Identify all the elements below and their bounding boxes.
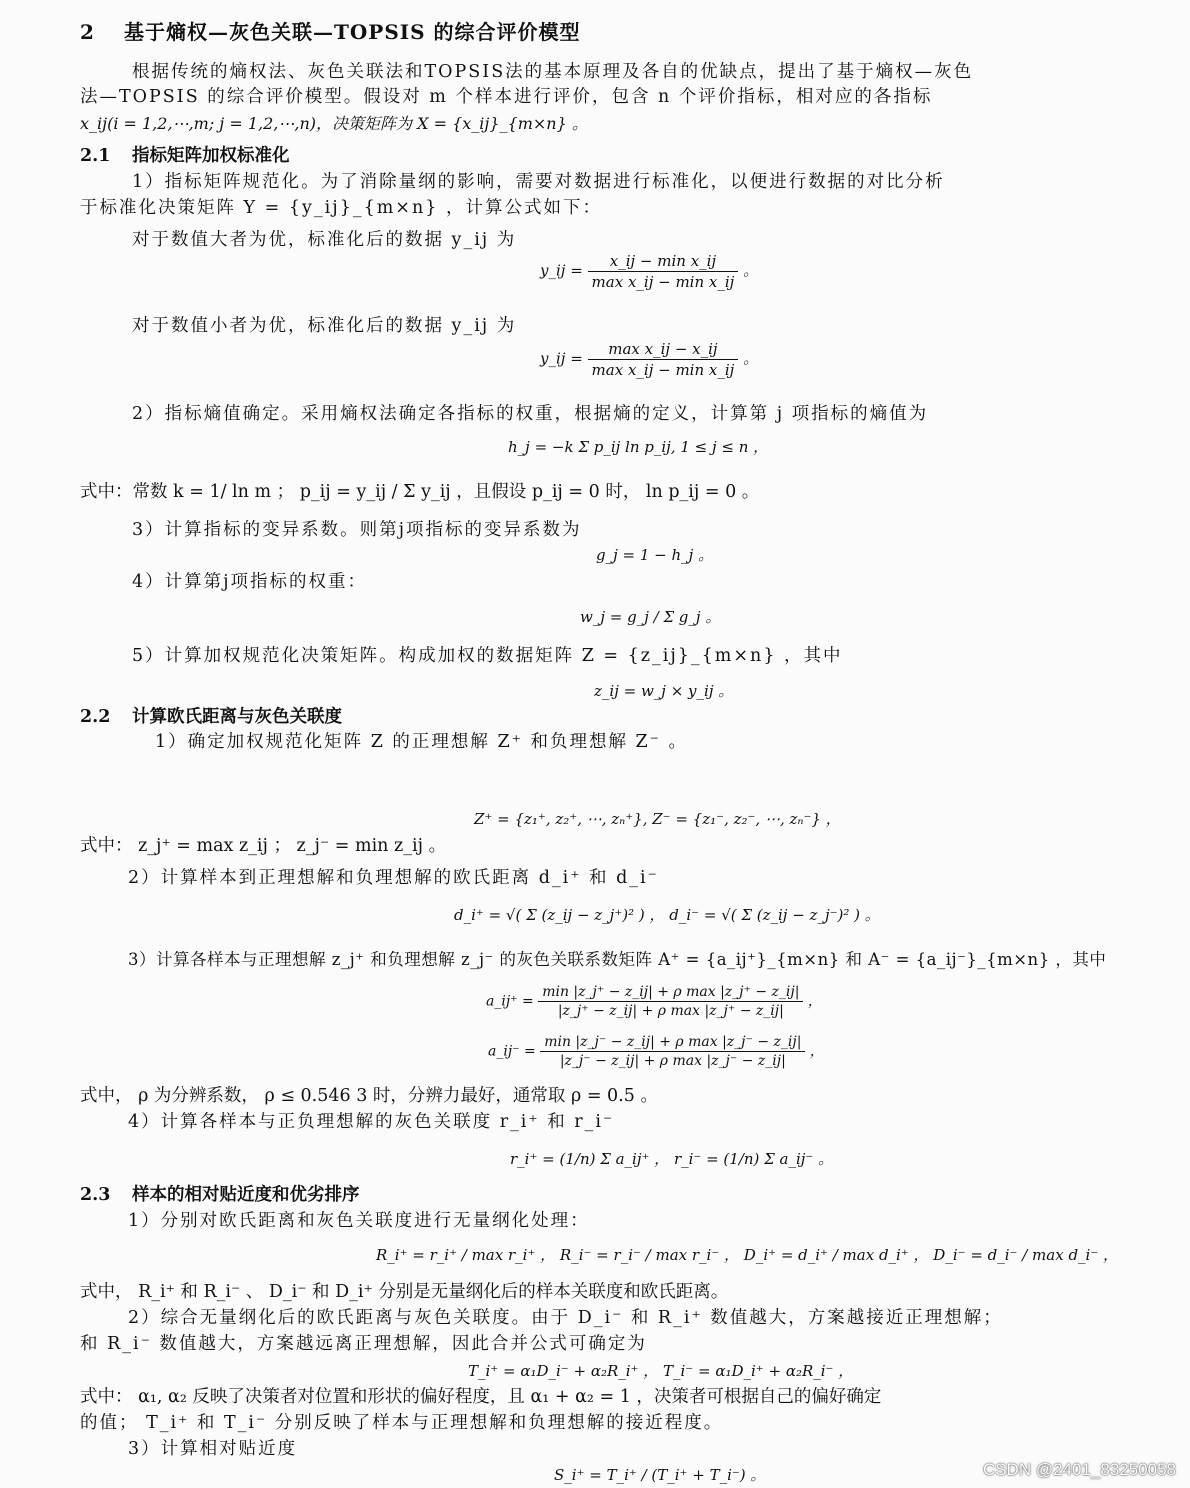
formula-tail: ， — [807, 993, 822, 1010]
formula-grey-minus — [488, 1034, 824, 1069]
paragraph: 对于数值小者为优，标准化后的数据 y_ij 为 — [132, 316, 517, 336]
paragraph: 式中： α₁, α₂ 反映了决策者对位置和形状的偏好程度，且 α₁ + α₂ = 1 ，决策者可根据自己的偏好确定 — [80, 1387, 882, 1407]
formula-fraction — [538, 984, 803, 1019]
formula-grey-plus — [486, 984, 822, 1019]
formula-entropy: h_j = −k Σ p_ij ln p_ij, 1 ≤ j ≤ n ， — [508, 438, 769, 456]
paragraph: 3）计算相对贴近度 — [128, 1439, 298, 1459]
formula-numerator: max x_ij − x_ij — [588, 340, 739, 360]
formula-lhs: a_ij⁻ = — [488, 1043, 536, 1060]
formula-numerator: min |z_j⁻ − z_ij| + ρ max |z_j⁻ − z_ij| — [540, 1034, 805, 1052]
paragraph: 4）计算各样本与正负理想解的灰色关联度 r_i⁺ 和 r_i⁻ — [128, 1112, 615, 1132]
formula-normalize-max — [540, 252, 758, 291]
subsection-title: 指标矩阵加权标准化 — [132, 146, 290, 166]
formula-variation: g_j = 1 − h_j 。 — [596, 546, 714, 564]
subsection-heading-2-3 — [80, 1183, 360, 1207]
paragraph: 式中：常数 k = 1/ ln m ； p_ij = y_ij / Σ y_ij ，且假设 p_ij = 0 时， ln p_ij = 0 。 — [80, 482, 760, 502]
subsection-title: 样本的相对贴近度和优劣排序 — [132, 1185, 360, 1205]
intro-line-1: 根据传统的熵权法、灰色关联法和TOPSIS法的基本原理及各自的优缺点，提出了基于熵权—灰色 — [132, 62, 974, 82]
formula-fraction — [588, 340, 739, 379]
paragraph: 1）指标矩阵规范化。为了消除量纲的影响，需要对数据进行标准化，以便进行数据的对比分析 — [132, 172, 945, 192]
paragraph: 4）计算第j项指标的权重： — [132, 572, 368, 592]
paragraph: 式中， R_i⁺ 和 R_i⁻ 、 D_i⁻ 和 D_i⁺ 分别是无量纲化后的样本关联度和欧氏距离。 — [80, 1282, 729, 1302]
formula-denominator: |z_j⁻ − z_ij| + ρ max |z_j⁻ − z_ij| — [559, 1053, 786, 1069]
formula-denominator: |z_j⁺ − z_ij| + ρ max |z_j⁺ − z_ij| — [557, 1003, 784, 1019]
paragraph: 5）计算加权规范化决策矩阵。构成加权的数据矩阵 Z = {z_ij}_{m×n} ，其中 — [132, 646, 843, 666]
formula-fraction — [540, 1034, 805, 1069]
formula-euclid: d_i⁺ = √( Σ (z_ij − z_j⁺)² ) ， d_i⁻ = √( Σ (z_ij − z_j⁻)² ) 。 — [454, 906, 880, 924]
formula-closeness: S_i⁺ = T_i⁺ / (T_i⁺ + T_i⁻) 。 — [554, 1466, 766, 1484]
subsection-number: 2.2 — [80, 707, 111, 727]
formula-grey-degree: r_i⁺ = (1/n) Σ a_ij⁺ ， r_i⁻ = (1/n) Σ a_ij⁻ 。 — [510, 1150, 834, 1168]
paragraph: 2）指标熵值确定。采用熵权法确定各指标的权重，根据熵的定义，计算第 j 项指标的熵值为 — [132, 404, 929, 424]
formula-ideal: Z⁺ = {z₁⁺, z₂⁺, ⋯, zₙ⁺}, Z⁻ = {z₁⁻, z₂⁻, ⋯, zₙ⁻} ， — [474, 810, 841, 828]
paragraph: 3）计算指标的变异系数。则第j项指标的变异系数为 — [132, 520, 582, 540]
intro-line-2: 法—TOPSIS 的综合评价模型。假设对 m 个样本进行评价，包含 n 个评价指标，相对应的各指标 — [80, 87, 933, 107]
paragraph: 式中， ρ 为分辨系数， ρ ≤ 0.546 3 时，分辨力最好，通常取 ρ = 0.5 。 — [80, 1086, 658, 1106]
formula-lhs: y_ij = — [540, 349, 583, 368]
subsection-title: 计算欧氏距离与灰色关联度 — [132, 707, 342, 727]
paragraph: 的值； T_i⁺ 和 T_i⁻ 分别反映了样本与正理想解和负理想解的接近程度。 — [80, 1413, 724, 1433]
paragraph: 1）分别对欧氏距离和灰色关联度进行无量纲化处理： — [128, 1211, 590, 1231]
section-number: 2 — [80, 20, 95, 44]
formula-tail: 。 — [743, 349, 759, 368]
paragraph: 2）计算样本到正理想解和负理想解的欧氏距离 d_i⁺ 和 d_i⁻ — [128, 868, 659, 888]
formula-weight: w_j = g_j / Σ g_j 。 — [580, 608, 721, 626]
formula-normalize-min — [540, 340, 758, 379]
watermark: CSDN @2401_83250058 — [982, 1460, 1176, 1479]
paragraph: 于标准化决策矩阵 Y = {y_ij}_{m×n} ，计算公式如下： — [80, 198, 602, 218]
formula-denominator: max x_ij − min x_ij — [591, 273, 735, 291]
formula-tail: ， — [809, 1043, 824, 1060]
formula-combined: T_i⁺ = α₁D_i⁻ + α₂R_i⁺ ， T_i⁻ = α₁D_i⁺ + α₂R_i⁻ ， — [468, 1362, 854, 1380]
paragraph: 和 R_i⁻ 数值越大，方案越远离正理想解，因此合并公式可确定为 — [80, 1334, 647, 1354]
formula-numerator: min |z_j⁺ − z_ij| + ρ max |z_j⁺ − z_ij| — [538, 984, 803, 1002]
paragraph: 对于数值大者为优，标准化后的数据 y_ij 为 — [132, 230, 517, 250]
formula-lhs: a_ij⁺ = — [486, 993, 534, 1010]
subsection-number: 2.1 — [80, 146, 111, 166]
subsection-number: 2.3 — [80, 1185, 111, 1205]
subsection-heading-2-1 — [80, 144, 290, 168]
paragraph: 1）确定加权规范化矩阵 Z 的正理想解 Z⁺ 和负理想解 Z⁻ 。 — [155, 732, 688, 752]
formula-denominator: max x_ij − min x_ij — [591, 361, 735, 379]
formula-tail: 。 — [743, 261, 759, 280]
paragraph: 式中： z_j⁺ = max z_ij ； z_j⁻ = min z_ij 。 — [80, 836, 447, 856]
section-heading — [80, 20, 581, 44]
formula-numerator: x_ij − min x_ij — [588, 252, 739, 272]
formula-dimensionless: R_i⁺ = r_i⁺ / max r_i⁺ ， R_i⁻ = r_i⁻ / max r_i⁻ ， D_i⁺ = d_i⁺ / max d_i⁺ ， D_i⁻ = d_i⁻ / max d_i⁻ ， — [376, 1246, 1119, 1264]
formula-weighted: z_ij = w_j × y_ij 。 — [594, 682, 734, 700]
paragraph: 3）计算各样本与正理想解 z_j⁺ 和负理想解 z_j⁻ 的灰色关联系数矩阵 A⁺ = {a_ij⁺}_{m×n} 和 A⁻ = {a_ij⁻}_{m×n} ，其中 — [128, 950, 1107, 969]
paragraph: 2）综合无量纲化后的欧氏距离与灰色关联度。由于 D_i⁻ 和 R_i⁺ 数值越大，方案越接近正理想解； — [128, 1308, 1003, 1328]
intro-line-3: x_ij(i = 1,2,⋯,m; j = 1,2,⋯,n)，决策矩阵为 X = {x_ij}_{m×n} 。 — [80, 114, 588, 133]
formula-lhs: y_ij = — [540, 261, 583, 280]
section-title: 基于熵权—灰色关联—TOPSIS 的综合评价模型 — [124, 20, 581, 44]
formula-fraction — [588, 252, 739, 291]
subsection-heading-2-2 — [80, 705, 342, 729]
